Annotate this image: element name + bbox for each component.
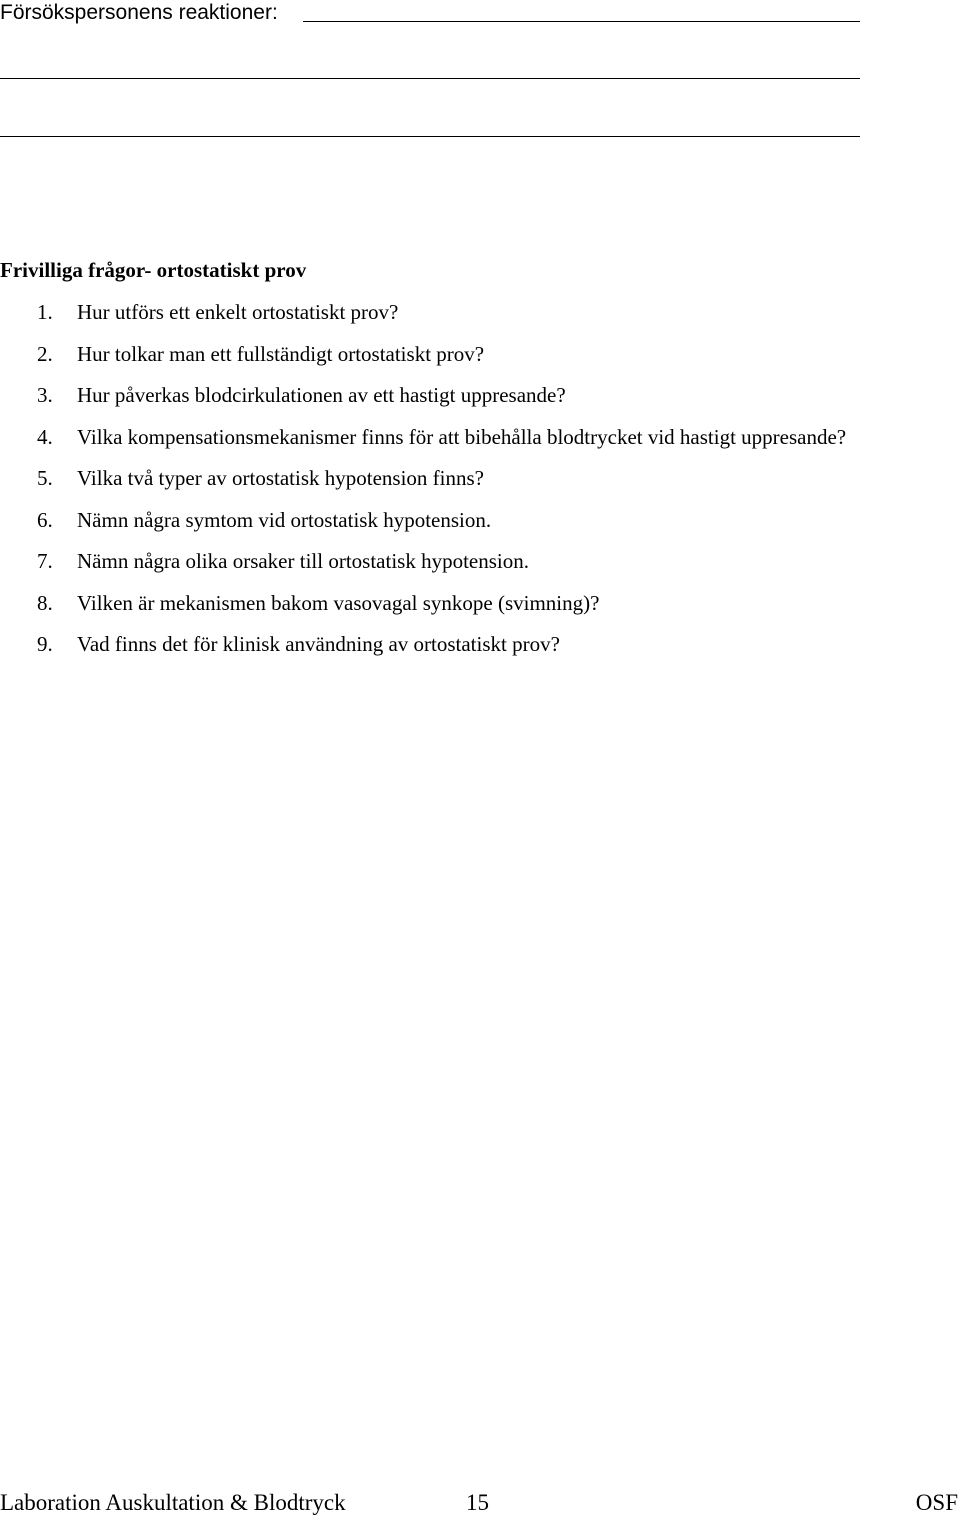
question-text: Vad finns det för klinisk användning av ortostatiskt prov? [77, 632, 560, 656]
question-item [0, 547, 900, 577]
question-number: 4. [37, 424, 53, 449]
question-number: 2. [37, 341, 53, 366]
question-text: Hur tolkar man ett fullständigt ortostatiskt prov? [77, 341, 485, 366]
question-item [0, 506, 900, 536]
question-text: Hur påverkas blodcirkulationen av ett hastigt uppresande? [77, 383, 566, 407]
question-text: Vilka två typer av ortostatisk hypotension finns? [77, 466, 484, 490]
question-number: 9. [37, 632, 53, 656]
question-text: Nämn några symtom vid ortostatisk hypotension. [77, 507, 492, 532]
question-number: 5. [37, 466, 53, 490]
answer-line [0, 136, 860, 137]
question-item [0, 630, 900, 660]
question-item [0, 381, 900, 411]
question-text: Vilka kompensationsmekanismer finns för att bibehålla blodtrycket vid hastigt uppresande? [77, 424, 847, 449]
question-number: 8. [37, 590, 53, 615]
page-footer [0, 1489, 958, 1519]
answer-line [303, 21, 860, 22]
question-item [0, 340, 900, 370]
question-item [0, 298, 900, 328]
question-number: 1. [37, 300, 53, 324]
question-list [0, 298, 900, 672]
question-item [0, 589, 900, 619]
question-number: 6. [37, 507, 53, 532]
section-heading: Frivilliga frågor- ortostatiskt prov [0, 258, 307, 282]
footer-organization: OSF [915, 1490, 958, 1515]
reactions-label: Försökspersonens reaktioner: [0, 1, 278, 24]
footer-title: Laboration Auskultation & Blodtryck [0, 1490, 346, 1515]
page-number: 15 [466, 1490, 489, 1515]
question-number: 7. [37, 549, 53, 573]
question-number: 3. [37, 383, 53, 407]
answer-line [0, 78, 860, 79]
question-item [0, 464, 900, 494]
question-text: Hur utförs ett enkelt ortostatiskt prov? [77, 300, 399, 324]
question-item [0, 423, 900, 453]
question-text: Vilken är mekanismen bakom vasovagal synkope (svimning)? [77, 590, 600, 615]
question-text: Nämn några olika orsaker till ortostatisk hypotension. [77, 549, 529, 573]
